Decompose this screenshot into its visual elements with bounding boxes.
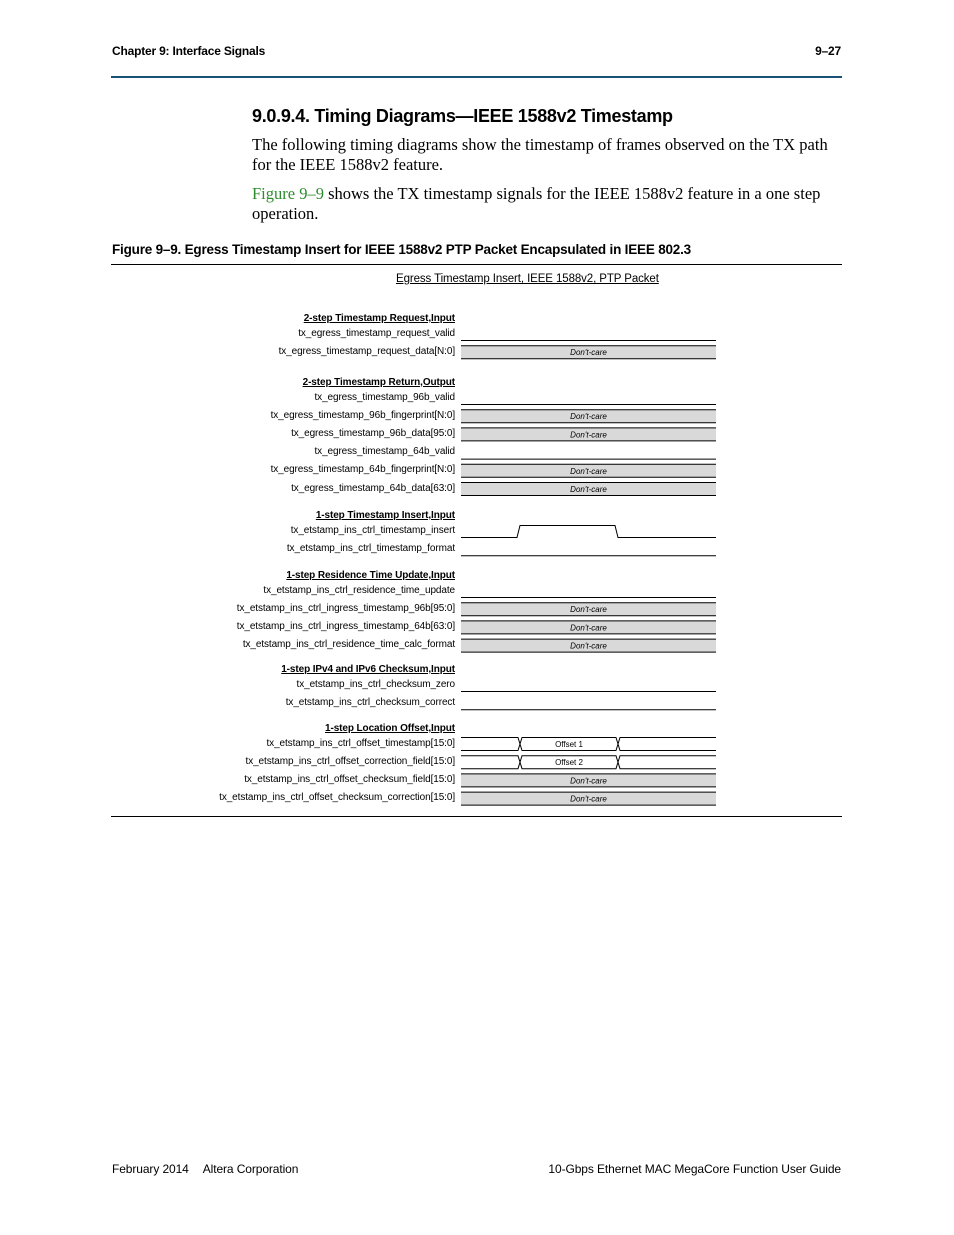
signal-group-label: 1-step Timestamp Insert,Input [315,510,455,521]
signal-group-label: 1-step Residence Time Update,Input [286,570,455,581]
dont-care-label: Don't-care [570,794,607,804]
page-number: 9–27 [815,44,841,58]
footer-date: February 2014 [112,1162,189,1176]
signal-pulse-waveform [461,526,716,538]
signal-name: tx_egress_timestamp_96b_data[95:0] [291,427,455,439]
signal-name: tx_etstamp_ins_ctrl_offset_checksum_correction[15:0] [219,792,455,804]
signal-name: tx_egress_timestamp_64b_fingerprint[N:0] [270,464,455,476]
signal-name: tx_egress_timestamp_96b_fingerprint[N:0] [270,409,455,421]
running-header-chapter: Chapter 9: Interface Signals [112,44,266,58]
signal-name: tx_etstamp_ins_ctrl_checksum_zero [296,678,455,690]
signal-name: tx_etstamp_ins_ctrl_residence_time_calc_format [242,639,455,651]
bus-waveform [461,738,716,751]
paragraph-intro: The following timing diagrams show the timestamp of frames observed on the TX path for the IEEE 1588v2 feature. [252,135,828,174]
bus-waveform [461,756,716,769]
dont-care-label: Don't-care [570,605,607,615]
footer-guide-title: 10-Gbps Ethernet MAC MegaCore Function User Guide [548,1162,841,1176]
signal-name: tx_egress_timestamp_96b_valid [314,391,455,403]
signal-name: tx_etstamp_ins_ctrl_offset_checksum_field[15:0] [244,773,455,785]
paragraph-text: shows the TX timestamp signals for the IEEE 1588v2 feature in a one step operation. [252,184,821,223]
signal-group-label: 2-step Timestamp Return,Output [302,377,455,388]
bus-value-label: Offset 1 [555,740,583,749]
signal-name: tx_egress_timestamp_64b_data[63:0] [291,482,455,494]
signal-name: tx_etstamp_ins_ctrl_ingress_timestamp_64b[63:0] [236,620,455,632]
signal-name: tx_etstamp_ins_ctrl_checksum_correct [285,696,455,708]
signal-name: tx_egress_timestamp_request_data[N:0] [278,345,455,357]
figure-bottom-rule [111,816,842,817]
signal-group-label: 1-step Location Offset,Input [325,723,455,734]
figure-link[interactable]: Figure 9–9 [252,184,324,203]
dont-care-label: Don't-care [570,641,607,651]
signal-group-label: 2-step Timestamp Request,Input [303,313,455,324]
dont-care-label: Don't-care [570,466,607,476]
dont-care-label: Don't-care [570,348,607,358]
signal-name: tx_etstamp_ins_ctrl_offset_timestamp[15:0] [266,737,455,749]
signal-name: tx_egress_timestamp_64b_valid [314,446,455,458]
figure-caption: Figure 9–9. Egress Timestamp Insert for IEEE 1588v2 PTP Packet Encapsulated in IEEE 802.3 [112,242,691,257]
dont-care-label: Don't-care [570,430,607,440]
signal-name: tx_egress_timestamp_request_valid [298,327,455,339]
signal-group-label: 1-step IPv4 and IPv6 Checksum,Input [281,664,455,675]
bus-value-label: Offset 2 [555,758,583,768]
signal-name: tx_etstamp_ins_ctrl_residence_time_update [263,584,455,596]
diagram-title: Egress Timestamp Insert, IEEE 1588v2, PTP Packet [396,273,659,285]
dont-care-label: Don't-care [570,485,607,494]
dont-care-label: Don't-care [570,412,607,422]
dont-care-label: Don't-care [570,776,607,786]
signal-name: tx_etstamp_ins_ctrl_timestamp_format [286,542,455,554]
footer-organization: Altera Corporation [202,1162,299,1176]
signal-name: tx_etstamp_ins_ctrl_ingress_timestamp_96b[95:0] [236,602,455,614]
section-title: 9.0.9.4. Timing Diagrams—IEEE 1588v2 Timestamp [252,106,673,126]
signal-name: tx_etstamp_ins_ctrl_offset_correction_field[15:0] [245,755,455,767]
footer-left [112,1162,298,1176]
signal-name: tx_etstamp_ins_ctrl_timestamp_insert [290,524,455,536]
dont-care-label: Don't-care [570,623,607,633]
